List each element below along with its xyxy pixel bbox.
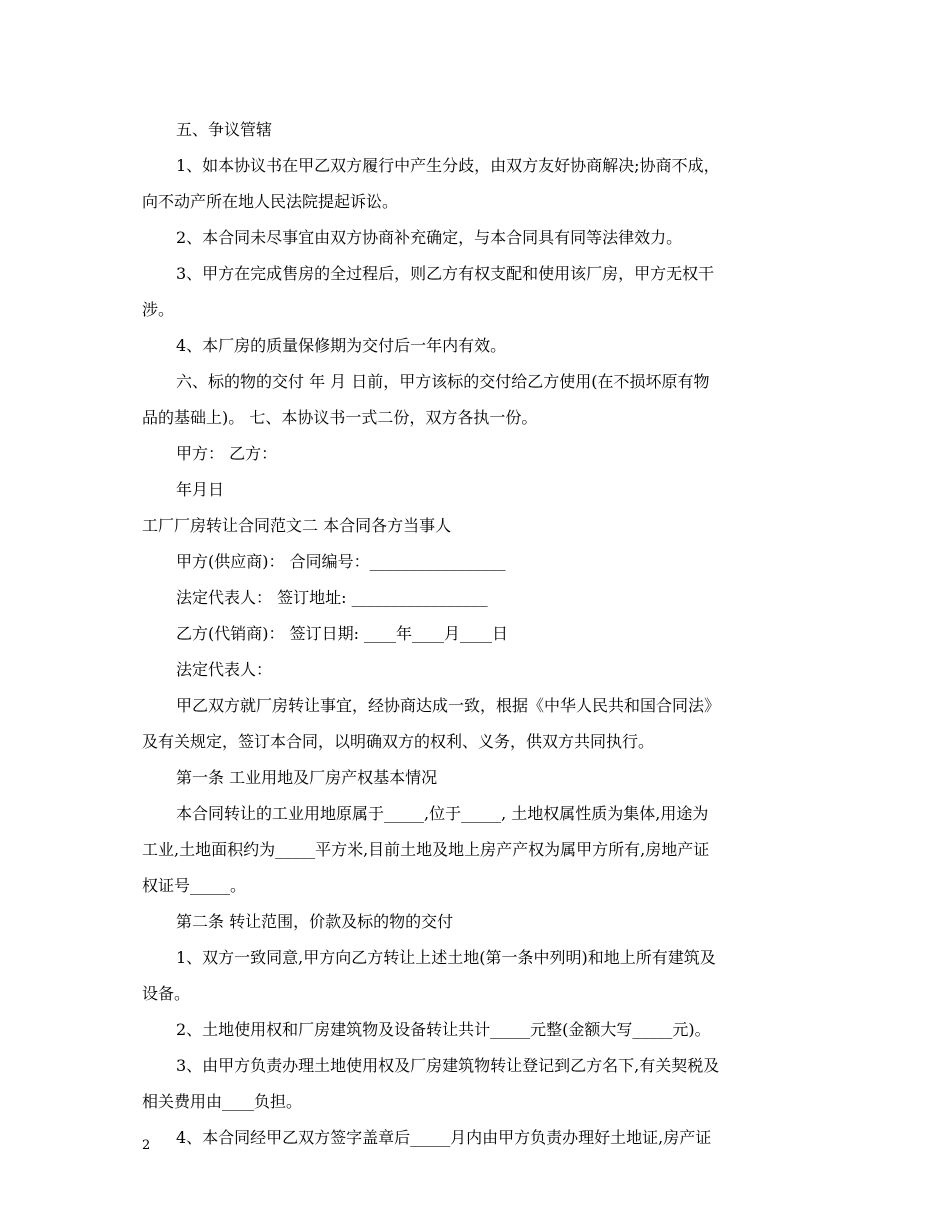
party-line: 乙方(代销商)： 签订日期: ____年____月____日: [176, 624, 509, 643]
paragraph-line: 2、本合同未尽事宜由双方协商补充确定，与本合同具有同等法律效力。: [176, 228, 683, 247]
paragraph-line: 及有关规定，签订本合同，以明确双方的权利、义务，供双方共同执行。: [142, 732, 655, 751]
section-heading: 五、争议管辖: [176, 120, 273, 139]
paragraph-line: 品的基础上)。 七、本协议书一式二份，双方各执一份。: [142, 408, 538, 427]
paragraph-line: 向不动产所在地人民法院提起诉讼。: [142, 192, 399, 211]
party-line: 法定代表人： 签订地址: _________________: [176, 588, 488, 607]
paragraph-line: 设备。: [142, 984, 191, 1003]
paragraph-line: 相关费用由____负担。: [142, 1092, 303, 1111]
paragraph-line: 4、本厂房的质量保修期为交付后一年内有效。: [176, 336, 507, 355]
paragraph-line: 权证号_____。: [142, 876, 247, 895]
paragraph-line: 1、双方一致同意,甲方向乙方转让上述土地(第一条中列明)和地上所有建筑及: [176, 948, 716, 967]
paragraph-line: 工业,土地面积约为_____平方米,目前土地及地上房产产权为属甲方所有,房地产证: [142, 840, 710, 859]
paragraph-line: 3、由甲方负责办理土地使用权及厂房建筑物转让登记到乙方名下,有关契税及: [176, 1056, 720, 1075]
paragraph-line: 3、甲方在完成售房的全过程后，则乙方有权支配和使用该厂房，甲方无权干: [176, 264, 715, 283]
article-heading: 第一条 工业用地及厂房产权基本情况: [176, 768, 438, 787]
paragraph-line: 涉。: [142, 300, 175, 319]
party-line: 甲方(供应商)： 合同编号：_________________: [176, 552, 506, 571]
party-line: 法定代表人：: [176, 660, 273, 679]
document-title-line: 工厂厂房转让合同范文二 本合同各方当事人: [142, 516, 452, 535]
paragraph-line: 2、土地使用权和厂房建筑物及设备转让共计_____元整(金额大写_____元)。: [176, 1020, 711, 1039]
paragraph-line: 六、标的物的交付 年 月 日前，甲方该标的交付给乙方使用(在不损坏原有物: [176, 372, 710, 391]
article-heading: 第二条 转让范围，价款及标的物的交付: [176, 912, 454, 931]
paragraph-line: 1、如本协议书在甲乙双方履行中产生分歧，由双方友好协商解决;协商不成，: [176, 156, 720, 175]
paragraph-line: 本合同转让的工业用地原属于_____,位于_____, 土地权属性质为集体,用途为: [176, 804, 709, 823]
date-line: 年月日: [176, 480, 225, 499]
signature-line: 甲方： 乙方：: [176, 444, 278, 463]
paragraph-line: 甲乙双方就厂房转让事宜，经协商达成一致，根据《中华人民共和国合同法》: [176, 696, 721, 715]
paragraph-line: 4、本合同经甲乙双方签字盖章后_____月内由甲方负责办理好土地证,房产证: [176, 1128, 712, 1147]
page-number: 2: [142, 1138, 151, 1153]
